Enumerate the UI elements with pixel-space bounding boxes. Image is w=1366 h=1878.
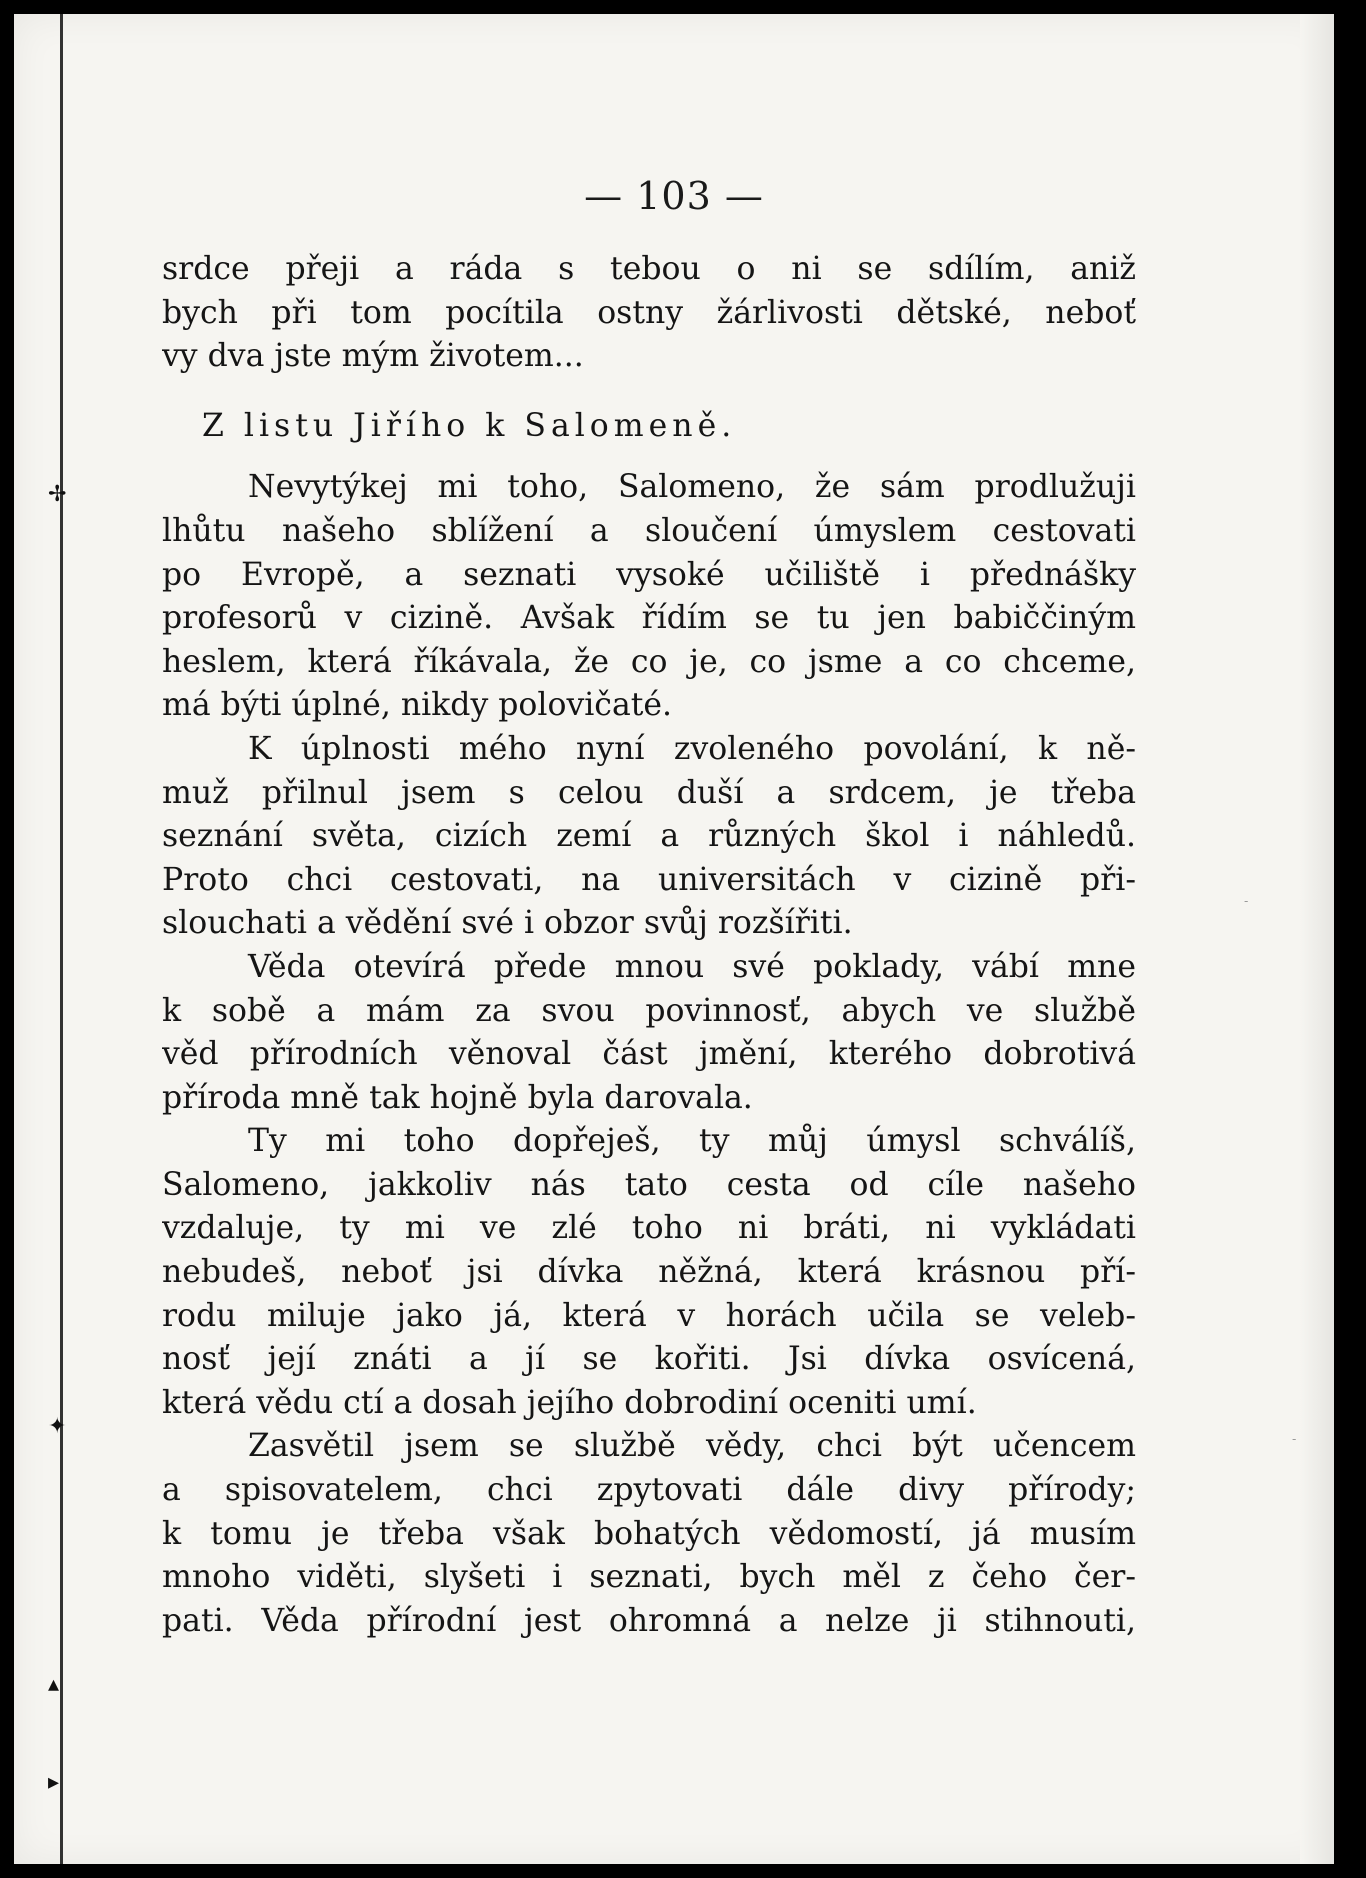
text-line: profesorů v cizině. Avšak řídím se tu jen babiččiným (162, 600, 1136, 637)
text-line: která vědu ctí a dosah jejího dobrodiní oceniti umí. (162, 1384, 977, 1421)
print-speck-icon: - (1292, 1432, 1297, 1446)
text-line: nosť její znáti a jí se kořiti. Jsi dívka osvícená, (162, 1341, 1136, 1378)
text-line: heslem, která říkávala, že co je, co jsme a co chceme, (162, 643, 1136, 680)
page-body-text (162, 248, 1136, 1643)
letter-heading: Z listu Jiřího k Salomeně. (202, 407, 737, 444)
binding-gutter-line (60, 14, 63, 1864)
text-line: srdce přeji a ráda s tebou o ni se sdílím, aniž (162, 251, 1136, 287)
page-number: — 103 — (584, 174, 764, 218)
text-line: bych při tom pocítila ostny žárlivosti dětské, neboť (162, 294, 1136, 331)
paragraph (162, 466, 1136, 728)
text-line: příroda mně tak hojně byla darovala. (162, 1079, 753, 1116)
text-line: Věda otevírá přede mnou své poklady, vábí mne (248, 948, 1136, 985)
text-line: k tomu je třeba však bohatých vědomostí, já musím (162, 1515, 1136, 1552)
text-line: má býti úplné, nikdy polovičaté. (162, 687, 673, 724)
paragraph (162, 1120, 1136, 1425)
text-line: k sobě a mám za svou povinnosť, abych ve službě (162, 992, 1136, 1029)
paragraph (162, 728, 1136, 946)
text-line: a spisovatelem, chci zpytovati dále divy přírody; (162, 1472, 1136, 1509)
gutter-mark-icon: ▴ (48, 1672, 60, 1697)
text-line: věd přírodních věnoval část jmění, kterého dobrotivá (162, 1036, 1136, 1073)
gutter-mark-icon: ✦ (48, 1414, 67, 1439)
text-line: vzdaluje, ty mi ve zlé toho ni bráti, ni vykládati (162, 1210, 1136, 1247)
gutter-mark-icon: ▸ (48, 1770, 60, 1795)
text-line: lhůtu našeho sblížení a sloučení úmyslem cestovati (162, 512, 1136, 549)
text-line: slouchati a vědění své i obzor svůj rozšířiti. (162, 905, 853, 942)
text-line: seznání světa, cizích zemí a různých škol i náhledů. (162, 818, 1136, 855)
paragraph (162, 1425, 1136, 1643)
print-speck-icon: - (1244, 894, 1249, 908)
text-line: vy dva jste mým životem... (162, 338, 584, 375)
text-line: Salomeno, jakkoliv nás tato cesta od cíle našeho (162, 1166, 1136, 1203)
text-line: Proto chci cestovati, na universitách v cizině při- (162, 861, 1136, 898)
text-line: Ty mi toho dopřeješ, ty můj úmysl schválíš, (248, 1123, 1136, 1160)
text-line: rodu miluje jako já, která v horách učila se veleb- (162, 1297, 1136, 1334)
paragraph (162, 946, 1136, 1120)
text-line: mnoho viděti, slyšeti i seznati, bych měl z čeho čer- (162, 1559, 1136, 1596)
text-line: nebudeš, neboť jsi dívka něžná, která krásnou pří- (162, 1254, 1136, 1291)
text-line: Nevytýkej mi toho, Salomeno, že sám prodlužuji (248, 469, 1136, 506)
text-line: K úplnosti mého nyní zvoleného povolání, k ně- (248, 730, 1136, 767)
text-line: muž přilnul jsem s celou duší a srdcem, je třeba (162, 774, 1136, 811)
page-right-edge-shadow (1300, 14, 1334, 1864)
text-line: pati. Věda přírodní jest ohromná a nelze ji stihnouti, (162, 1602, 1136, 1639)
text-line: po Evropě, a seznati vysoké učiliště i přednášky (162, 556, 1136, 593)
gutter-mark-icon: ✢ (48, 482, 67, 507)
text-line: Zasvětil jsem se službě vědy, chci být učencem (248, 1428, 1136, 1465)
paragraph (162, 248, 1136, 379)
